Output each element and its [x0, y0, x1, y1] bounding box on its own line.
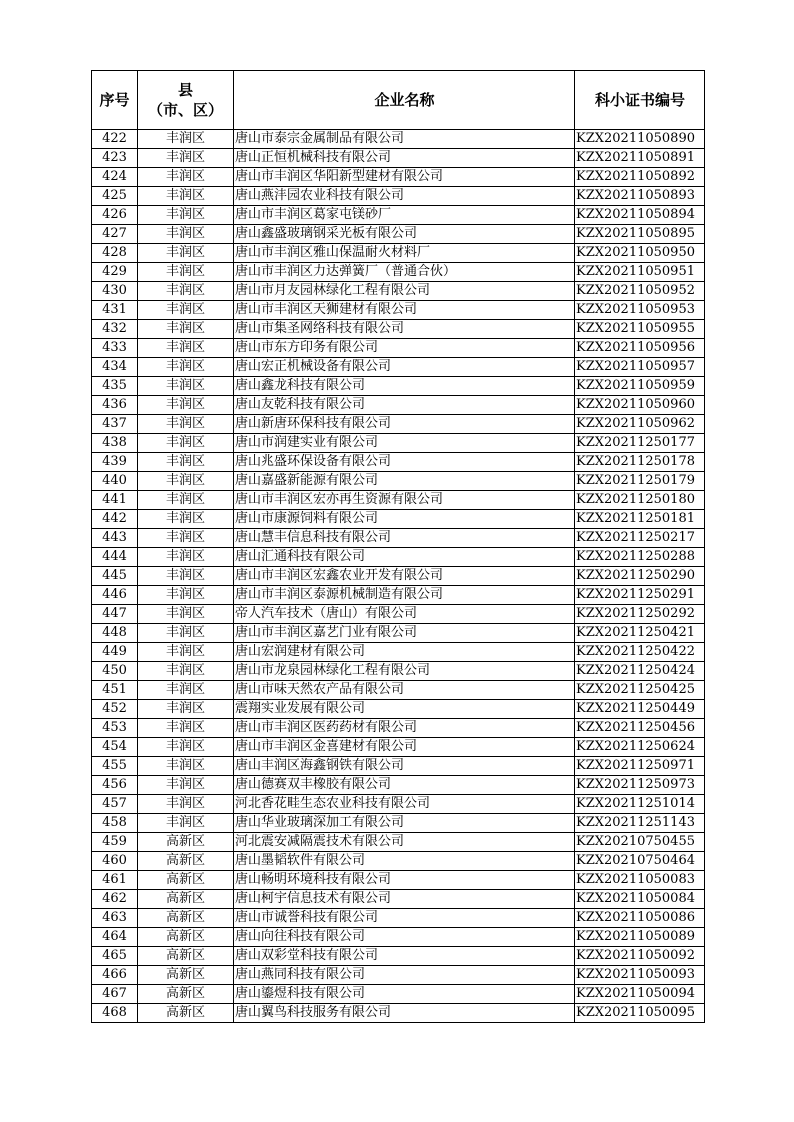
- table-row: [92, 681, 705, 700]
- cell-county: 丰润区: [138, 187, 234, 206]
- cell-certificate-number: KZX20211050893: [575, 187, 705, 206]
- header-certificate-number: 科小证书编号: [575, 71, 705, 130]
- table-row: [92, 339, 705, 358]
- cell-county: 丰润区: [138, 358, 234, 377]
- cell-county: 丰润区: [138, 567, 234, 586]
- cell-company-name: 唐山市康源饲料有限公司: [234, 510, 575, 529]
- cell-county: 丰润区: [138, 624, 234, 643]
- cell-company-name: 唐山市润建实业有限公司: [234, 434, 575, 453]
- cell-certificate-number: KZX20211250456: [575, 719, 705, 738]
- cell-certificate-number: KZX20211050950: [575, 244, 705, 263]
- cell-county: 高新区: [138, 833, 234, 852]
- cell-county: 丰润区: [138, 814, 234, 833]
- cell-serial-number: 466: [92, 966, 138, 985]
- table-row: [92, 852, 705, 871]
- table-row: [92, 966, 705, 985]
- cell-company-name: 唐山市丰润区雅山保温耐火材料厂: [234, 244, 575, 263]
- cell-company-name: 唐山燕同科技有限公司: [234, 966, 575, 985]
- cell-county: 丰润区: [138, 415, 234, 434]
- cell-company-name: 唐山宏润建材有限公司: [234, 643, 575, 662]
- cell-county: 高新区: [138, 928, 234, 947]
- table-row: [92, 510, 705, 529]
- cell-certificate-number: KZX20211250179: [575, 472, 705, 491]
- table-row: [92, 358, 705, 377]
- table-row: [92, 415, 705, 434]
- cell-serial-number: 468: [92, 1004, 138, 1023]
- header-county-line1: 县: [177, 81, 193, 99]
- cell-certificate-number: KZX20210750464: [575, 852, 705, 871]
- cell-certificate-number: KZX20211250290: [575, 567, 705, 586]
- cell-company-name: 帝人汽车技术（唐山）有限公司: [234, 605, 575, 624]
- cell-company-name: 唐山市丰润区葛家屯镁砂厂: [234, 206, 575, 225]
- cell-county: 丰润区: [138, 168, 234, 187]
- cell-serial-number: 458: [92, 814, 138, 833]
- cell-certificate-number: KZX20211250291: [575, 586, 705, 605]
- cell-company-name: 唐山鎏煜科技有限公司: [234, 985, 575, 1004]
- table-row: [92, 149, 705, 168]
- cell-county: 丰润区: [138, 605, 234, 624]
- cell-serial-number: 442: [92, 510, 138, 529]
- cell-county: 高新区: [138, 947, 234, 966]
- cell-county: 丰润区: [138, 738, 234, 757]
- cell-county: 丰润区: [138, 491, 234, 510]
- cell-serial-number: 438: [92, 434, 138, 453]
- cell-certificate-number: KZX20211050952: [575, 282, 705, 301]
- table-row: [92, 472, 705, 491]
- table-body: [92, 130, 705, 1023]
- table-row: [92, 396, 705, 415]
- cell-county: 丰润区: [138, 149, 234, 168]
- cell-company-name: 唐山市集圣网络科技有限公司: [234, 320, 575, 339]
- cell-county: 丰润区: [138, 757, 234, 776]
- cell-certificate-number: KZX20211250449: [575, 700, 705, 719]
- cell-county: 丰润区: [138, 681, 234, 700]
- cell-serial-number: 448: [92, 624, 138, 643]
- cell-serial-number: 456: [92, 776, 138, 795]
- cell-company-name: 唐山市丰润区泰源机械制造有限公司: [234, 586, 575, 605]
- cell-county: 高新区: [138, 909, 234, 928]
- cell-county: 丰润区: [138, 282, 234, 301]
- cell-county: 丰润区: [138, 662, 234, 681]
- cell-certificate-number: KZX20211250292: [575, 605, 705, 624]
- cell-serial-number: 465: [92, 947, 138, 966]
- cell-company-name: 河北震安减隔震技术有限公司: [234, 833, 575, 852]
- cell-company-name: 唐山燕沣园农业科技有限公司: [234, 187, 575, 206]
- cell-certificate-number: KZX20211050093: [575, 966, 705, 985]
- cell-county: 丰润区: [138, 244, 234, 263]
- table-row: [92, 187, 705, 206]
- cell-certificate-number: KZX20211250624: [575, 738, 705, 757]
- cell-company-name: 唐山市龙泉园林绿化工程有限公司: [234, 662, 575, 681]
- table-row: [92, 833, 705, 852]
- cell-serial-number: 423: [92, 149, 138, 168]
- cell-county: 丰润区: [138, 643, 234, 662]
- cell-county: 丰润区: [138, 700, 234, 719]
- table-row: [92, 263, 705, 282]
- cell-county: 高新区: [138, 890, 234, 909]
- cell-serial-number: 427: [92, 225, 138, 244]
- cell-serial-number: 451: [92, 681, 138, 700]
- cell-certificate-number: KZX20211250971: [575, 757, 705, 776]
- table-row: [92, 434, 705, 453]
- cell-company-name: 唐山向往科技有限公司: [234, 928, 575, 947]
- cell-company-name: 唐山德赛双丰橡胶有限公司: [234, 776, 575, 795]
- cell-certificate-number: KZX20211050092: [575, 947, 705, 966]
- cell-company-name: 唐山柯宇信息技术有限公司: [234, 890, 575, 909]
- cell-county: 丰润区: [138, 453, 234, 472]
- cell-company-name: 震翔实业发展有限公司: [234, 700, 575, 719]
- table-row: [92, 890, 705, 909]
- table-row: [92, 130, 705, 149]
- cell-county: 高新区: [138, 966, 234, 985]
- cell-certificate-number: KZX20211250217: [575, 529, 705, 548]
- table-row: [92, 871, 705, 890]
- cell-county: 高新区: [138, 871, 234, 890]
- cell-company-name: 唐山新唐环保科技有限公司: [234, 415, 575, 434]
- cell-company-name: 唐山市丰润区力达弹簧厂（普通合伙）: [234, 263, 575, 282]
- cell-county: 丰润区: [138, 434, 234, 453]
- cell-certificate-number: KZX20211050891: [575, 149, 705, 168]
- cell-certificate-number: KZX20211050086: [575, 909, 705, 928]
- cell-company-name: 唐山市丰润区华阳新型建材有限公司: [234, 168, 575, 187]
- cell-company-name: 唐山市诚誉科技有限公司: [234, 909, 575, 928]
- cell-company-name: 唐山市丰润区金喜建材有限公司: [234, 738, 575, 757]
- cell-county: 丰润区: [138, 529, 234, 548]
- cell-certificate-number: KZX20211050951: [575, 263, 705, 282]
- cell-serial-number: 464: [92, 928, 138, 947]
- cell-serial-number: 436: [92, 396, 138, 415]
- cell-company-name: 唐山市丰润区嘉艺门业有限公司: [234, 624, 575, 643]
- cell-company-name: 唐山宏正机械设备有限公司: [234, 358, 575, 377]
- cell-certificate-number: KZX20211050955: [575, 320, 705, 339]
- cell-certificate-number: KZX20211050094: [575, 985, 705, 1004]
- cell-serial-number: 463: [92, 909, 138, 928]
- cell-company-name: 唐山慧丰信息科技有限公司: [234, 529, 575, 548]
- table-row: [92, 225, 705, 244]
- cell-county: 丰润区: [138, 301, 234, 320]
- cell-serial-number: 441: [92, 491, 138, 510]
- table-row: [92, 738, 705, 757]
- table-row: [92, 453, 705, 472]
- table-row: [92, 320, 705, 339]
- cell-company-name: 唐山市味天然农产品有限公司: [234, 681, 575, 700]
- cell-serial-number: 455: [92, 757, 138, 776]
- cell-certificate-number: KZX20211050962: [575, 415, 705, 434]
- cell-serial-number: 432: [92, 320, 138, 339]
- cell-company-name: 唐山友乾科技有限公司: [234, 396, 575, 415]
- cell-county: 丰润区: [138, 719, 234, 738]
- cell-county: 丰润区: [138, 339, 234, 358]
- cell-county: 丰润区: [138, 776, 234, 795]
- cell-company-name: 唐山华业玻璃深加工有限公司: [234, 814, 575, 833]
- table-row: [92, 1004, 705, 1023]
- cell-certificate-number: KZX20211250178: [575, 453, 705, 472]
- cell-serial-number: 461: [92, 871, 138, 890]
- cell-county: 高新区: [138, 985, 234, 1004]
- cell-company-name: 唐山正恒机械科技有限公司: [234, 149, 575, 168]
- cell-serial-number: 445: [92, 567, 138, 586]
- cell-county: 丰润区: [138, 548, 234, 567]
- cell-county: 丰润区: [138, 263, 234, 282]
- cell-certificate-number: KZX20211250177: [575, 434, 705, 453]
- table-row: [92, 776, 705, 795]
- cell-company-name: 唐山鑫龙科技有限公司: [234, 377, 575, 396]
- cell-certificate-number: KZX20211250973: [575, 776, 705, 795]
- cell-serial-number: 446: [92, 586, 138, 605]
- table-row: [92, 643, 705, 662]
- cell-certificate-number: KZX20211250424: [575, 662, 705, 681]
- cell-certificate-number: KZX20211050084: [575, 890, 705, 909]
- cell-serial-number: 444: [92, 548, 138, 567]
- cell-company-name: 唐山墨韬软件有限公司: [234, 852, 575, 871]
- cell-company-name: 唐山市丰润区宏亦再生资源有限公司: [234, 491, 575, 510]
- cell-serial-number: 435: [92, 377, 138, 396]
- cell-county: 丰润区: [138, 396, 234, 415]
- cell-county: 丰润区: [138, 206, 234, 225]
- cell-company-name: 唐山市月友园林绿化工程有限公司: [234, 282, 575, 301]
- cell-company-name: 唐山畅明环境科技有限公司: [234, 871, 575, 890]
- cell-serial-number: 454: [92, 738, 138, 757]
- cell-county: 丰润区: [138, 472, 234, 491]
- cell-serial-number: 439: [92, 453, 138, 472]
- cell-serial-number: 422: [92, 130, 138, 149]
- cell-certificate-number: KZX20211250181: [575, 510, 705, 529]
- table-row: [92, 757, 705, 776]
- table-row: [92, 244, 705, 263]
- cell-company-name: 唐山嘉盛新能源有限公司: [234, 472, 575, 491]
- cell-serial-number: 434: [92, 358, 138, 377]
- cell-certificate-number: KZX20211250425: [575, 681, 705, 700]
- table-row: [92, 909, 705, 928]
- table-header: [92, 71, 705, 130]
- table-row: [92, 719, 705, 738]
- header-county: [138, 71, 234, 130]
- cell-company-name: 唐山双彩堂科技有限公司: [234, 947, 575, 966]
- cell-certificate-number: KZX20211250180: [575, 491, 705, 510]
- cell-company-name: 唐山鑫盛玻璃钢采光板有限公司: [234, 225, 575, 244]
- cell-certificate-number: KZX20211251014: [575, 795, 705, 814]
- cell-certificate-number: KZX20211250288: [575, 548, 705, 567]
- cell-company-name: 唐山汇通科技有限公司: [234, 548, 575, 567]
- cell-serial-number: 447: [92, 605, 138, 624]
- cell-certificate-number: KZX20211050089: [575, 928, 705, 947]
- cell-serial-number: 460: [92, 852, 138, 871]
- cell-serial-number: 459: [92, 833, 138, 852]
- cell-serial-number: 429: [92, 263, 138, 282]
- cell-certificate-number: KZX20211250422: [575, 643, 705, 662]
- cell-certificate-number: KZX20211050095: [575, 1004, 705, 1023]
- cell-certificate-number: KZX20211050892: [575, 168, 705, 187]
- table-row: [92, 985, 705, 1004]
- cell-serial-number: 443: [92, 529, 138, 548]
- table-row: [92, 548, 705, 567]
- cell-serial-number: 467: [92, 985, 138, 1004]
- enterprise-table: [91, 70, 705, 1023]
- table-row: [92, 947, 705, 966]
- cell-serial-number: 437: [92, 415, 138, 434]
- table-row: [92, 206, 705, 225]
- cell-company-name: 唐山丰润区海鑫钢铁有限公司: [234, 757, 575, 776]
- cell-certificate-number: KZX20211050959: [575, 377, 705, 396]
- table-row: [92, 168, 705, 187]
- cell-certificate-number: KZX20211050957: [575, 358, 705, 377]
- cell-county: 丰润区: [138, 586, 234, 605]
- cell-certificate-number: KZX20211050083: [575, 871, 705, 890]
- cell-county: 丰润区: [138, 130, 234, 149]
- cell-serial-number: 440: [92, 472, 138, 491]
- header-row: [92, 71, 705, 130]
- table-row: [92, 491, 705, 510]
- cell-certificate-number: KZX20211050895: [575, 225, 705, 244]
- cell-county: 丰润区: [138, 377, 234, 396]
- cell-company-name: 唐山市丰润区宏鑫农业开发有限公司: [234, 567, 575, 586]
- cell-certificate-number: KZX20211050956: [575, 339, 705, 358]
- table-row: [92, 567, 705, 586]
- header-company-name: 企业名称: [234, 71, 575, 130]
- cell-county: 丰润区: [138, 795, 234, 814]
- table-row: [92, 301, 705, 320]
- cell-county: 高新区: [138, 852, 234, 871]
- cell-company-name: 唐山兆盛环保设备有限公司: [234, 453, 575, 472]
- cell-serial-number: 425: [92, 187, 138, 206]
- table-row: [92, 586, 705, 605]
- cell-certificate-number: KZX20211050894: [575, 206, 705, 225]
- cell-serial-number: 426: [92, 206, 138, 225]
- cell-certificate-number: KZX20211250421: [575, 624, 705, 643]
- table-row: [92, 624, 705, 643]
- table-row: [92, 662, 705, 681]
- cell-company-name: 唐山市丰润区天狮建材有限公司: [234, 301, 575, 320]
- cell-serial-number: 430: [92, 282, 138, 301]
- cell-serial-number: 449: [92, 643, 138, 662]
- cell-company-name: 唐山翼鸟科技服务有限公司: [234, 1004, 575, 1023]
- table-row: [92, 795, 705, 814]
- table-row: [92, 605, 705, 624]
- cell-serial-number: 452: [92, 700, 138, 719]
- cell-serial-number: 428: [92, 244, 138, 263]
- cell-company-name: 唐山市泰宗金属制品有限公司: [234, 130, 575, 149]
- cell-company-name: 河北香花畦生态农业科技有限公司: [234, 795, 575, 814]
- table-row: [92, 377, 705, 396]
- table-row: [92, 928, 705, 947]
- cell-serial-number: 424: [92, 168, 138, 187]
- cell-serial-number: 453: [92, 719, 138, 738]
- cell-serial-number: 431: [92, 301, 138, 320]
- header-county-line2: （市、区）: [147, 101, 223, 119]
- cell-company-name: 唐山市东方印务有限公司: [234, 339, 575, 358]
- cell-certificate-number: KZX20211050953: [575, 301, 705, 320]
- cell-company-name: 唐山市丰润区医药药材有限公司: [234, 719, 575, 738]
- cell-county: 高新区: [138, 1004, 234, 1023]
- cell-serial-number: 462: [92, 890, 138, 909]
- cell-certificate-number: KZX20211050960: [575, 396, 705, 415]
- header-serial-number: 序号: [92, 71, 138, 130]
- cell-county: 丰润区: [138, 510, 234, 529]
- cell-county: 丰润区: [138, 225, 234, 244]
- cell-serial-number: 457: [92, 795, 138, 814]
- table-row: [92, 814, 705, 833]
- cell-serial-number: 450: [92, 662, 138, 681]
- cell-certificate-number: KZX20211050890: [575, 130, 705, 149]
- table-row: [92, 700, 705, 719]
- table-row: [92, 529, 705, 548]
- cell-serial-number: 433: [92, 339, 138, 358]
- table-row: [92, 282, 705, 301]
- cell-certificate-number: KZX20210750455: [575, 833, 705, 852]
- cell-county: 丰润区: [138, 320, 234, 339]
- cell-certificate-number: KZX20211251143: [575, 814, 705, 833]
